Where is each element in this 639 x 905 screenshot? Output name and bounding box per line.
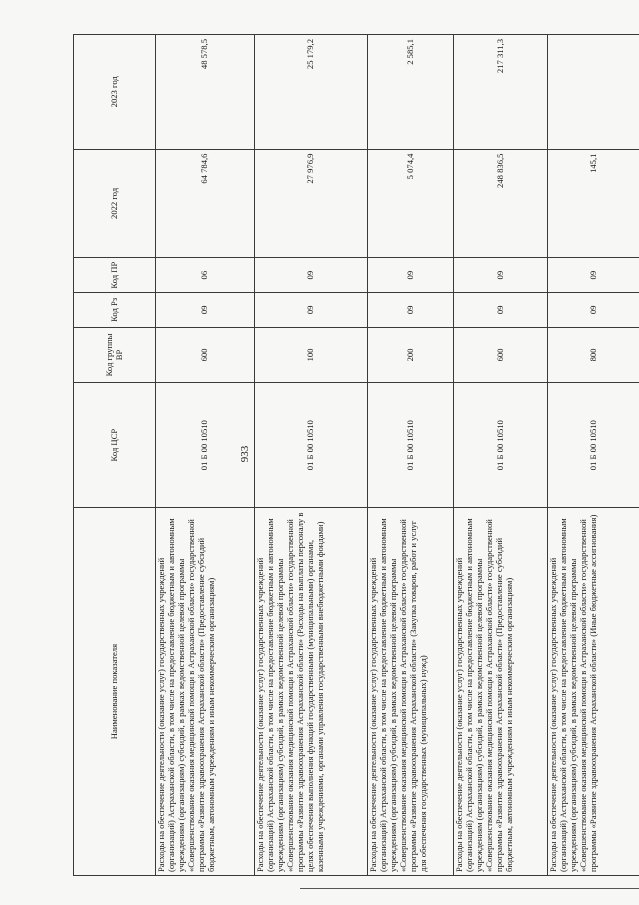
row-2022: 27 976,9: [255, 149, 368, 258]
row-name: Расходы на обеспечение деятельности (оказание услуг) государственных учреждений (организаций) Астраханской области, в том числе на предоставление бюджетным и автономным учреждениям (организациям) субсидий, в рамках ведомственной целевой программы «Совершенствование оказания медицинской помощи в Астраханской области» государственной программы «Развитие здравоохранения Астраханской области» (Расходы на выплаты персоналу в целях обеспечения выполнения функций государственными (муниципальными) органами, казенными учреждениями, органами управления государственными внебюджетными фондами): [255, 508, 368, 876]
row-pr: 09: [255, 258, 368, 293]
row-2022: 5 074,4: [368, 149, 454, 258]
row-name: Расходы на обеспечение деятельности (оказание услуг) государственных учреждений (организаций) Астраханской области, в том числе на предоставление бюджетным и автономным учреждениям (организациям) субсидий, в рамках ведомственной целевой программы «Совершенствование оказания медицинской помощи в Астраханской области» государственной программы «Развитие здравоохранения Астраханской области» (Закупка товаров, работ и услуг для обеспечения государственных (муниципальных) нужд): [368, 508, 454, 876]
table-row: [548, 35, 639, 876]
row-pr: 09: [368, 258, 454, 293]
bottom-rule-divider: [300, 888, 639, 889]
row-2023: [548, 35, 639, 150]
row-2023: 217 311,3: [454, 35, 548, 150]
row-2023: 48 578,5: [156, 35, 255, 150]
row-vr: 100: [255, 327, 368, 383]
row-rz: 09: [548, 293, 639, 328]
row-rz: 09: [368, 293, 454, 328]
header-csr: Код ЦСР: [74, 383, 156, 508]
header-name: Наименование показателя: [74, 508, 156, 876]
page-number: 933: [239, 445, 251, 463]
row-vr: 600: [454, 327, 548, 383]
row-2022: 145,1: [548, 149, 639, 258]
header-rz: Код Рз: [74, 293, 156, 328]
budget-table: [73, 34, 639, 876]
row-rz: 09: [156, 293, 255, 328]
header-2022: 2022 год: [74, 149, 156, 258]
row-2023: 25 179,2: [255, 35, 368, 150]
header-vr: Код группы ВР: [74, 327, 156, 383]
table-row: [255, 35, 368, 876]
table-row: [454, 35, 548, 876]
row-2023: 2 585,1: [368, 35, 454, 150]
table-row: [156, 35, 255, 876]
row-name: Расходы на обеспечение деятельности (оказание услуг) государственных учреждений (организаций) Астраханской области, в том числе на предоставление бюджетным и автономным учреждениям (организациям) субсидий, в рамках ведомственной целевой программы «Совершенствование оказания медицинской помощи в Астраханской области» государственной программы «Развитие здравоохранения Астраханской области» (Иные бюджетные ассигнования): [548, 508, 639, 876]
rotated-page-content: [73, 34, 599, 876]
row-2022: 64 784,6: [156, 149, 255, 258]
row-vr: 200: [368, 327, 454, 383]
row-name: Расходы на обеспечение деятельности (оказание услуг) государственных учреждений (организаций) Астраханской области, в том числе на предоставление бюджетным и автономным учреждениям (организациям) субсидий, в рамках ведомственной целевой программы «Совершенствование оказания медицинской помощи в Астраханской области» государственной программы «Развитие здравоохранения Астраханской области» (Предоставление субсидий бюджетным, автономным учреждениям и иным некоммерческим организациям): [156, 508, 255, 876]
row-csr: 01 Б 00 10510: [156, 383, 255, 508]
row-csr: 01 Б 00 10510: [368, 383, 454, 508]
row-csr: 01 Б 00 10510: [548, 383, 639, 508]
row-name: Расходы на обеспечение деятельности (оказание услуг) государственных учреждений (организаций) Астраханской области, в том числе на предоставление бюджетным и автономным учреждениям (организациям) субсидий, в рамках ведомственной целевой программы «Совершенствование оказания медицинской помощи в Астраханской области» государственной программы «Развитие здравоохранения Астраханской области» (Предоставление субсидий бюджетным, автономным учреждениям и иным некоммерческим организациям): [454, 508, 548, 876]
row-rz: 09: [454, 293, 548, 328]
row-pr: 09: [548, 258, 639, 293]
row-pr: 09: [454, 258, 548, 293]
row-vr: 600: [156, 327, 255, 383]
row-vr: 800: [548, 327, 639, 383]
row-pr: 06: [156, 258, 255, 293]
header-pr: Код ПР: [74, 258, 156, 293]
table-row: [368, 35, 454, 876]
header-2023: 2023 год: [74, 35, 156, 150]
row-csr: 01 Б 00 10510: [255, 383, 368, 508]
row-2022: 248 836,5: [454, 149, 548, 258]
table-header-row: [74, 35, 156, 876]
row-rz: 09: [255, 293, 368, 328]
row-csr: 01 Б 00 10510: [454, 383, 548, 508]
